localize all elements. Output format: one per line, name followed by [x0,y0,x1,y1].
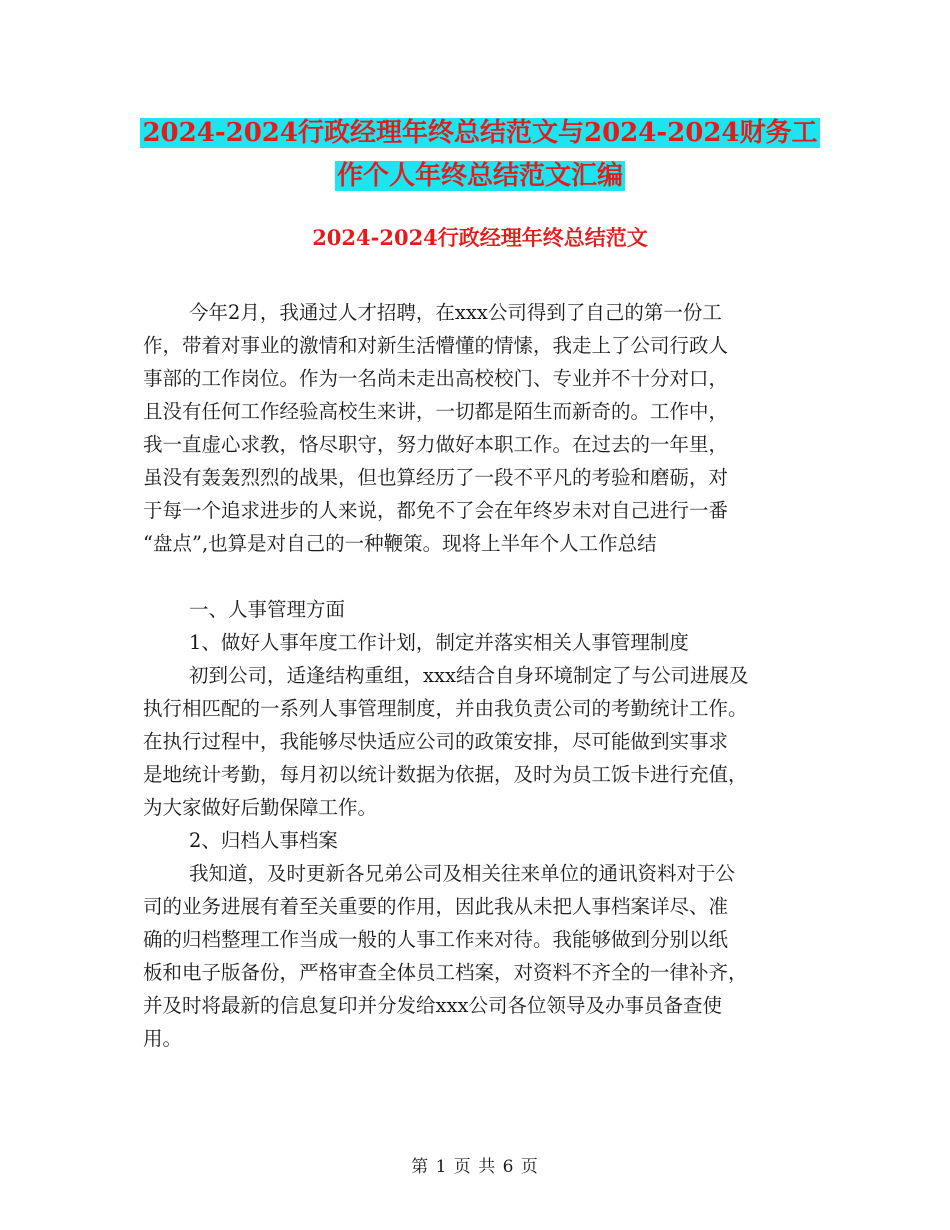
subheading-text: 一、人事管理方面 [189,598,346,621]
subheading-archive [143,824,813,857]
text-line: 是地统计考勤，每月初以统计数据为依据，及时为员工饭卡进行充值， [143,763,748,786]
section-heading: 2024-2024行政经理年终总结范文 [312,225,648,250]
document-title-line-1 [140,112,820,154]
text-line: 用。 [143,1027,183,1050]
text-line: 司的业务进展有着至关重要的作用，因此我从未把人事档案详尽、准 [143,895,729,918]
subheading-text: 1、做好人事年度工作计划，制定并落实相关人事管理制度 [189,631,689,654]
subheading-text: 2、归档人事档案 [189,829,338,852]
text-line: 为大家做好后勤保障工作。 [143,796,378,819]
title-highlight: 作个人年终总结范文汇编 [336,161,623,191]
document-title-line-2 [140,155,820,197]
text-line: 今年2月，我通过人才招聘，在xxx公司得到了自己的第一份工 [189,301,722,324]
title-highlight: 2024-2024行政经理年终总结范文与2024-2024财务工 [142,118,818,148]
text-line: 且没有任何工作经验高校生来讲，一切都是陌生而新奇的。工作中， [143,400,729,423]
text-line: 执行相匹配的一系列人事管理制度，并由我负责公司的考勤统计工作。 [143,697,748,720]
text-line: 板和电子版备份，严格审查全体员工档案，对资料不齐全的一律补齐， [143,961,748,984]
text-line: 作，带着对事业的激情和对新生活懵懂的情愫，我走上了公司行政人 [143,334,729,357]
paragraph-archive [143,857,813,1055]
text-line: 我知道，及时更新各兄弟公司及相关往来单位的通讯资料对于公 [189,862,736,885]
paragraph-intro [143,296,813,560]
text-line: 初到公司，适逢结构重组，xxx结合自身环境制定了与公司进展及 [189,664,749,687]
page-footer: 第 1 页 共 6 页 [411,1157,539,1177]
text-line: 事部的工作岗位。作为一名尚未走出高校校门、专业并不十分对口， [143,367,729,390]
text-line: 于每一个追求进步的人来说，都免不了会在年终岁未对自己进行一番 [143,499,729,522]
text-line: 我一直虚心求教，恪尽职守，努力做好本职工作。在过去的一年里， [143,433,729,456]
text-line: “盘点”,也算是对自己的一种鞭策。现将上半年个人工作总结 [143,532,657,555]
subheading-personnel [143,593,813,626]
text-line: 并及时将最新的信息复印并分发给xxx公司各位领导及办事员备查使 [143,994,722,1017]
subheading-plan [143,626,813,659]
paragraph-system [143,659,813,824]
text-line: 在执行过程中，我能够尽快适应公司的政策安排，尽可能做到实事求 [143,730,729,753]
text-line: 虽没有轰轰烈烈的战果，但也算经历了一段不平凡的考验和磨砺，对 [143,466,729,489]
text-line: 确的归档整理工作当成一般的人事工作来对待。我能够做到分别以纸 [143,928,729,951]
